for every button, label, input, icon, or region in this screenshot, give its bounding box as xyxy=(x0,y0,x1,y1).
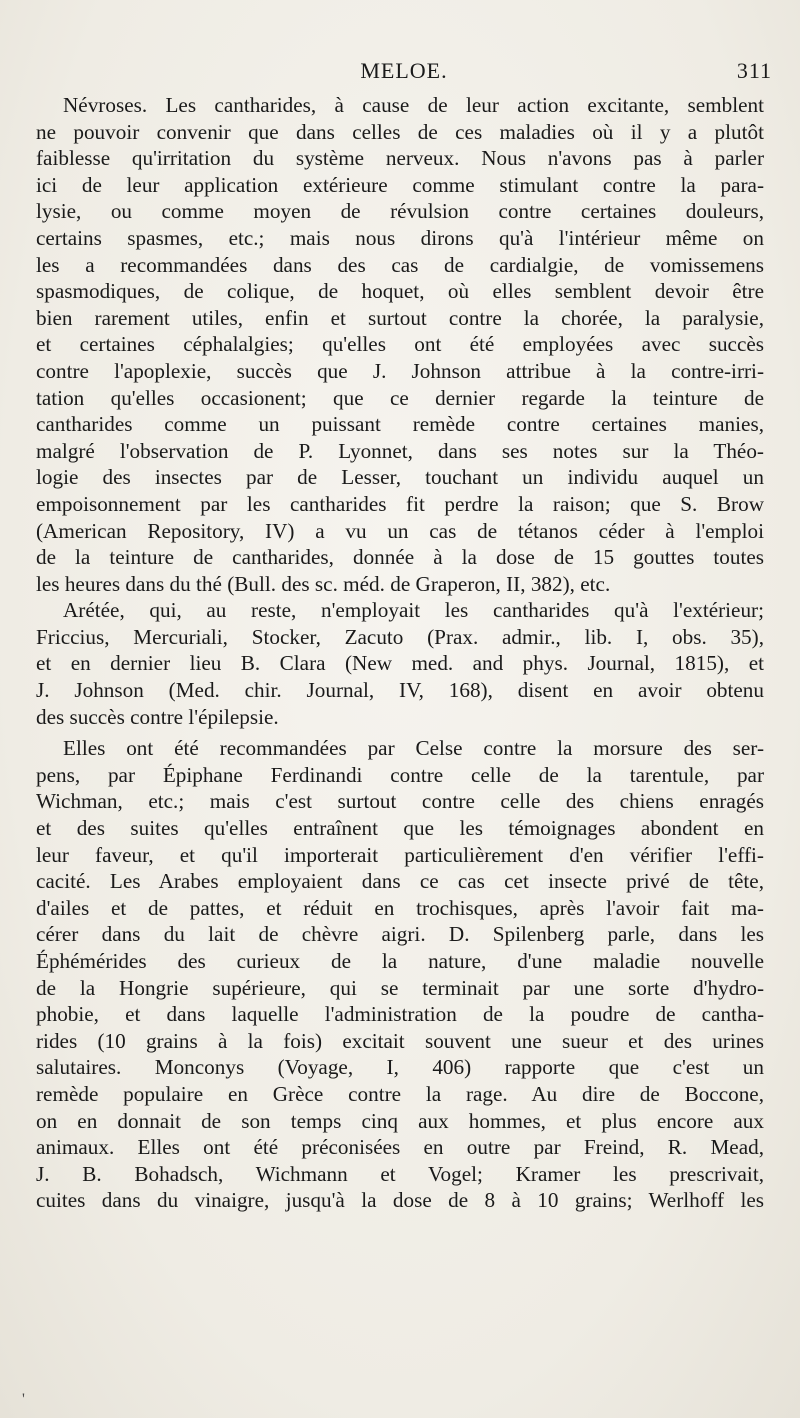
text-line: les a recommandées dans des cas de cardialgie, de vomissemens xyxy=(36,252,764,277)
paragraph xyxy=(36,92,764,597)
text-line: malgré l'observation de P. Lyonnet, dans ses notes sur la Théo- xyxy=(36,438,764,463)
text-line: et des suites qu'elles entraînent que les témoignages abondent en xyxy=(36,816,764,841)
text-line: leur faveur, et qu'il importerait particulièrement d'en vérifier l'effi- xyxy=(36,842,764,867)
running-head: MELOE. xyxy=(360,58,448,83)
text-line: Friccius, Mercuriali, Stocker, Zacuto (Prax. admir., lib. I, obs. 35), xyxy=(36,624,764,649)
text-line: (American Repository, IV) a vu un cas de tétanos céder à l'emploi xyxy=(36,518,764,543)
text-line: empoisonnement par les cantharides fit perdre la raison; que S. Brow xyxy=(36,491,764,516)
text-line: Arétée, qui, au reste, n'employait les cantharides qu'à l'extérieur; xyxy=(63,598,764,623)
text-line: J. B. Bohadsch, Wichmann et Vogel; Kramer les prescrivait, xyxy=(36,1161,764,1186)
text-line: Éphémérides des curieux de la nature, d'une maladie nouvelle xyxy=(36,949,764,973)
text-line: contre l'apoplexie, succès que J. Johnson attribue à la contre-irri- xyxy=(36,358,764,383)
text-line: et certaines céphalalgies; qu'elles ont été employées avec succès xyxy=(36,332,764,357)
text-line: on en donnait de son temps cinq aux hommes, et plus encore aux xyxy=(36,1108,764,1133)
text-line: Elles ont été recommandées par Celse contre la morsure des ser- xyxy=(63,736,764,761)
body-text xyxy=(36,92,764,1214)
text-line: de la Hongrie supérieure, qui se terminait par une sorte d'hydro- xyxy=(36,975,764,1000)
text-line: cérer dans du lait de chèvre aigri. D. Spilenberg parle, dans les xyxy=(36,922,764,947)
paragraph xyxy=(36,597,764,730)
text-line: phobie, et dans laquelle l'administration de la poudre de cantha- xyxy=(36,1002,764,1027)
text-line: salutaires. Monconys (Voyage, I, 406) rapporte que c'est un xyxy=(36,1055,764,1080)
text-line: Névroses. Les cantharides, à cause de leur action excitante, semblent xyxy=(63,93,764,117)
text-line: rides (10 grains à la fois) excitait souvent une sueur et des urines xyxy=(36,1028,764,1053)
text-line: cacité. Les Arabes employaient dans ce cas cet insecte privé de tête, xyxy=(36,869,764,894)
paragraph xyxy=(36,735,764,1214)
text-line: les heures dans du thé (Bull. des sc. méd. de Graperon, II, 382), etc. xyxy=(36,571,611,596)
text-line: tation qu'elles occasionent; que ce dernier regarde la teinture de xyxy=(36,385,764,410)
text-line: des succès contre l'épilepsie. xyxy=(36,704,279,729)
text-line: Wichman, etc.; mais c'est surtout contre celle des chiens enragés xyxy=(36,789,764,814)
text-line: de la teinture de cantharides, donnée à la dose de 15 gouttes toutes xyxy=(36,545,764,570)
text-line: ici de leur application extérieure comme stimulant contre la para- xyxy=(36,172,764,197)
page-number: 311 xyxy=(736,58,772,83)
text-line: ne pouvoir convenir que dans celles de ces maladies où il y a plutôt xyxy=(36,119,764,144)
text-line: cuites dans du vinaigre, jusqu'à la dose de 8 à 10 grains; Werlhoff les xyxy=(36,1188,764,1213)
text-line: certains spasmes, etc.; mais nous dirons qu'à l'intérieur même on xyxy=(36,225,764,250)
text-line: lysie, ou comme moyen de révulsion contre certaines douleurs, xyxy=(36,199,764,224)
page-header xyxy=(36,58,772,92)
text-line: pens, par Épiphane Ferdinandi contre celle de la tarentule, par xyxy=(36,762,764,787)
text-line: faiblesse qu'irritation du système nerveux. Nous n'avons pas à parler xyxy=(36,146,764,171)
text-line: logie des insectes par de Lesser, touchant un individu auquel un xyxy=(36,465,764,490)
text-line: et en dernier lieu B. Clara (New med. and phys. Journal, 1815), et xyxy=(36,651,764,676)
text-line: bien rarement utiles, enfin et surtout contre la chorée, la paralysie, xyxy=(36,305,764,330)
text-line: spasmodiques, de colique, de hoquet, où elles semblent devoir être xyxy=(36,279,764,304)
corner-mark: ' xyxy=(22,1391,25,1408)
text-line: remède populaire en Grèce contre la rage. Au dire de Boccone, xyxy=(36,1081,764,1106)
text-line: d'ailes et de pattes, et réduit en trochisques, après l'avoir fait ma- xyxy=(36,895,764,920)
text-line: cantharides comme un puissant remède contre certaines manies, xyxy=(36,412,764,437)
text-line: animaux. Elles ont été préconisées en outre par Freind, R. Mead, xyxy=(36,1135,764,1160)
text-line: J. Johnson (Med. chir. Journal, IV, 168), disent en avoir obtenu xyxy=(36,678,764,703)
